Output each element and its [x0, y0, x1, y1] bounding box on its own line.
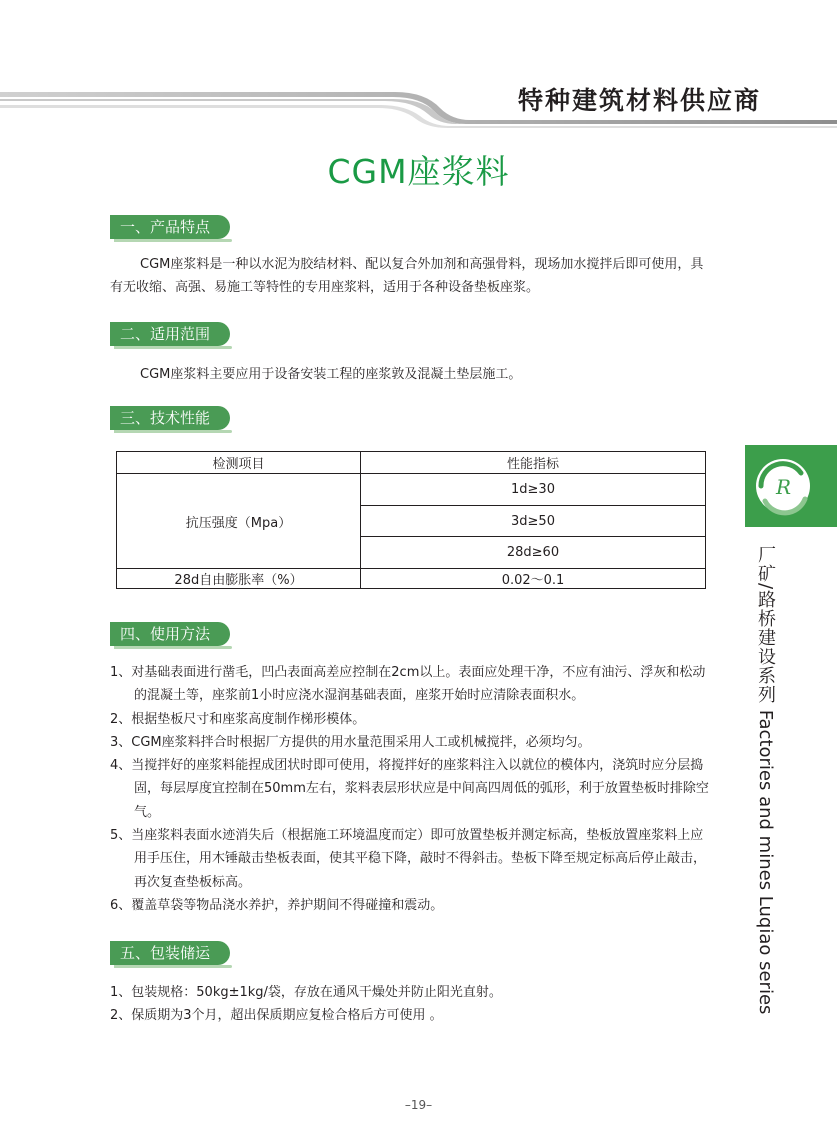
list-item: 5、当座浆料表面水迹消失后（根据施工环境温度而定）即可放置垫板并测定标高，垫板放置座浆料上应用手压住，用木锤敲击垫板表面，使其平稳下降，敲时不得斜击。垫板下降至规定标高后停止敲击，再次复查垫板标高。: [110, 828, 707, 890]
usage-steps-list: [110, 661, 710, 917]
section-heading-packing: 五、包装储运: [110, 941, 230, 965]
strength-value-28d: 28d≥60: [361, 537, 706, 569]
side-label-en: Factories and mines Luqiao series: [755, 709, 776, 1015]
logo-icon: [745, 445, 837, 527]
strength-label: 抗压强度（Mpa）: [117, 474, 361, 569]
section-heading-usage: 四、使用方法: [110, 622, 230, 646]
page-title: CGM座浆料: [327, 152, 510, 191]
list-item: 2、根据垫板尺寸和座浆高度制作梯形模体。: [110, 711, 366, 727]
scope-paragraph: CGM座浆料主要应用于设备安装工程的座浆敦及混凝土垫层施工。: [140, 367, 522, 382]
table-header-index: 性能指标: [361, 452, 706, 474]
expansion-value: 0.02～0.1: [361, 569, 706, 589]
section-heading-tech: 三、技术性能: [110, 406, 230, 430]
expansion-label: 28d自由膨胀率（%）: [117, 569, 361, 589]
list-item: 6、覆盖草袋等物品浇水养护，养护期间不得碰撞和震动。: [110, 897, 444, 913]
table-header-row: [117, 452, 706, 474]
table-header-item: 检测项目: [117, 452, 361, 474]
list-item: 1、对基础表面进行凿毛，凹凸表面高差应控制在2cm以上。表面应处理干净，不应有油污、浮灰和松动的混凝土等，座浆前1小时应浇水湿润基础表面，座浆开始时应清除表面积水。: [110, 665, 706, 704]
features-paragraph: CGM座浆料是一种以水泥为胶结材料、配以复合外加剂和高强骨料，现场加水搅拌后即可使用，具有无收缩、高强、易施工等特性的专用座浆料，适用于各种设备垫板座浆。: [110, 257, 704, 295]
company-slogan: 特种建筑材料供应商: [517, 86, 761, 115]
list-item: 4、当搅拌好的座浆料能捏成团状时即可使用，将搅拌好的座浆料注入以就位的模体内，浇筑时应分层捣固，每层厚度宜控制在50mm左右，浆料表层形状应是中间高四周低的弧形，利于放置垫板时排除空气。: [110, 758, 709, 820]
side-tab-logo: [745, 445, 837, 527]
table-row: [117, 569, 706, 589]
section-heading-scope: 二、适用范围: [110, 322, 230, 346]
side-series-label: [753, 545, 777, 1014]
list-item: 2、保质期为3个月，超出保质期应复检合格后方可使用 。: [110, 1008, 443, 1023]
strength-value-1d: 1d≥30: [361, 474, 706, 506]
list-item: 3、CGM座浆料拌合时根据厂方提供的用水量范围采用人工或机械搅拌，必须均匀。: [110, 734, 591, 750]
side-label-cn: 厂矿/路桥建设系列: [755, 545, 776, 705]
spec-table: [116, 451, 706, 589]
list-item: 1、包装规格：50kg±1kg/袋，存放在通风干燥处并防止阳光直射。: [110, 985, 502, 1000]
packing-list: [110, 981, 710, 1027]
strength-value-3d: 3d≥50: [361, 506, 706, 537]
table-row: [117, 474, 706, 506]
page-number: –19–: [404, 1098, 433, 1112]
logo-text: R: [776, 475, 792, 499]
section-heading-features: 一、产品特点: [110, 215, 230, 239]
